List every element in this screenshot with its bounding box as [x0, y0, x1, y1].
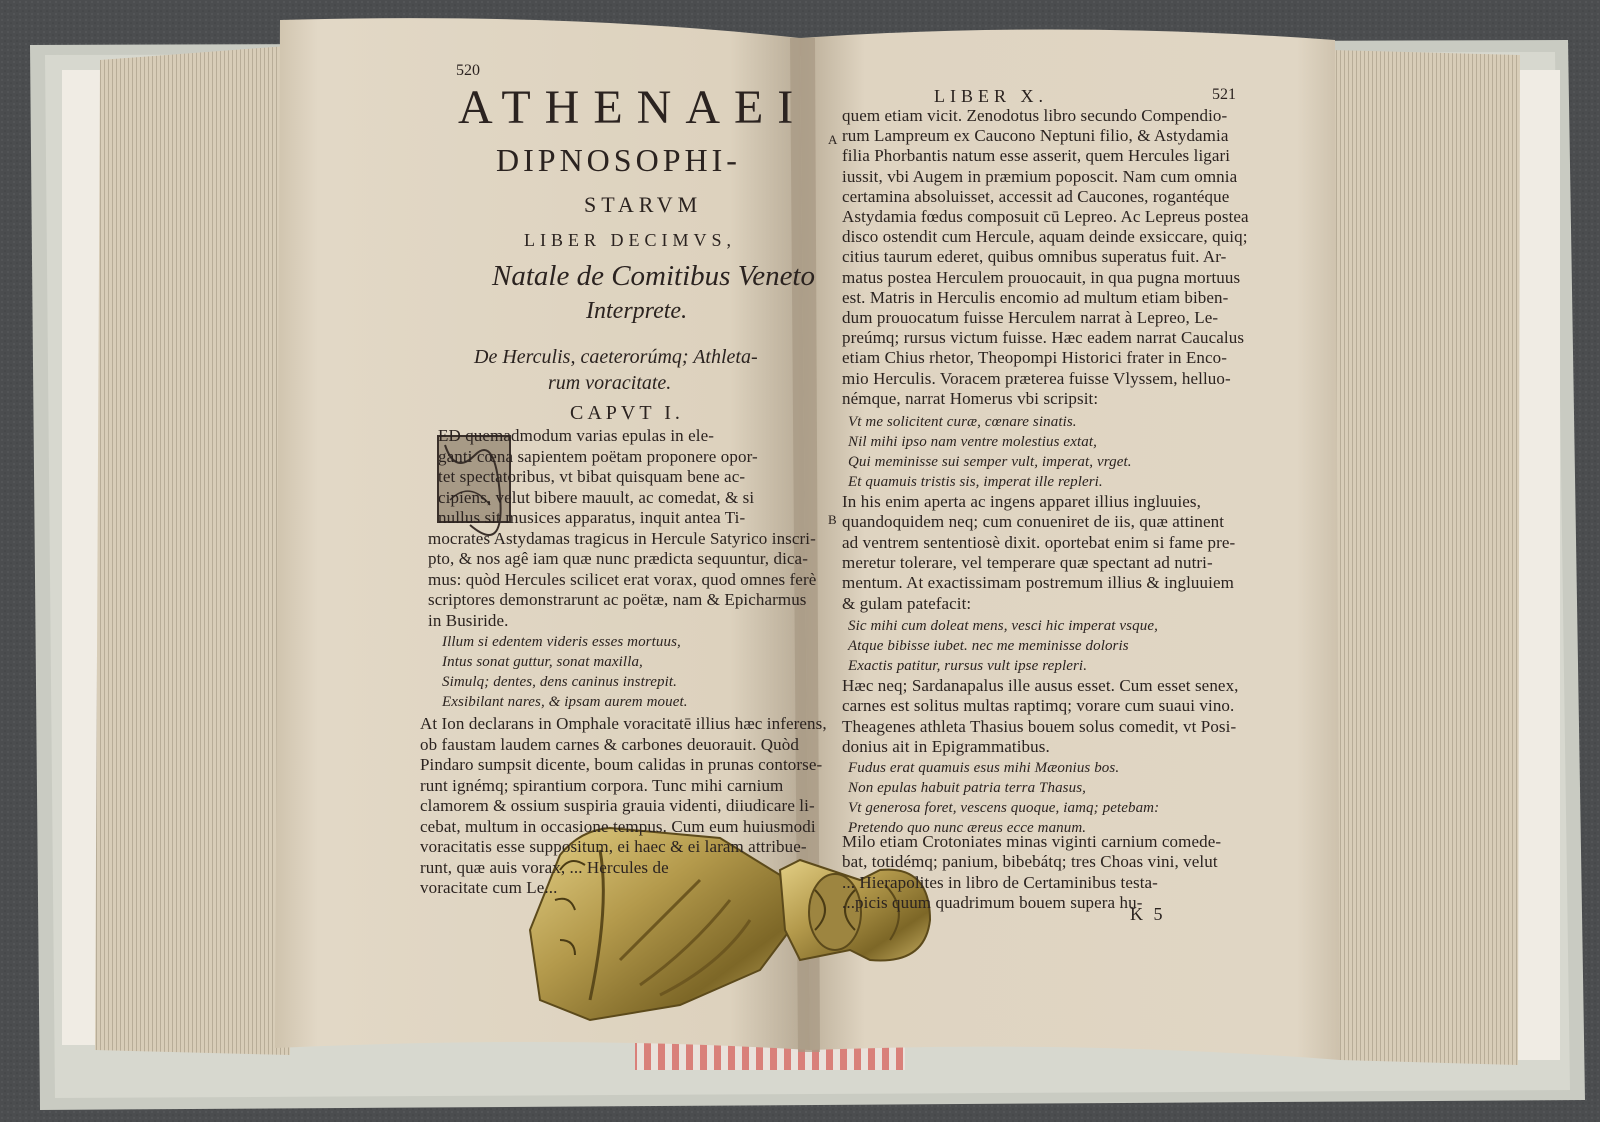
text-line: voracitate cum Le... — [420, 878, 558, 897]
section-title-line-1: De Herculis, caeterorúmq; Athleta- — [474, 346, 758, 368]
text-line: voracitatis esse suppositum, ei haec & ei laram attribue- — [420, 837, 807, 856]
text-line: etiam Chius rhetor, Theopompi Historici frater in Enco- — [842, 348, 1228, 368]
verse-line: Pretendo quo nunc æreus ecce manum. — [848, 820, 1087, 836]
text-line: filia Phorbantis natum esse asserit, quem Hercules ligari — [842, 146, 1231, 166]
text-line: ... Hierapolites in libro de Certaminibus testa- — [842, 872, 1158, 892]
section-title-line-2: rum voracitate. — [548, 372, 672, 394]
verse-line: Exactis patitur, rursus vult ipse repleri. — [848, 658, 1088, 674]
verse-line: Qui meminisse sui semper vult, imperat, vrget. — [848, 454, 1132, 470]
verse-line: Atque bibisse iubet. nec me meminisse doloris — [848, 638, 1129, 654]
text-line: ganti cœna sapientem poëtam proponere opor- — [438, 446, 758, 466]
text-line: mus: quòd Hercules scilicet erat vorax, quod omnes ferè — [428, 569, 817, 589]
book-title-line-4: LIBER DECIMVS, — [524, 230, 737, 250]
text-line: némque, narrat Homerus vbi scripsit: — [842, 388, 1099, 408]
text-line: scriptores demonstrarunt ac poëtæ, nam & Epicharmus — [428, 590, 807, 609]
text-line: carnes est solitus multas raptimq; vorare cum suaui vino. — [842, 696, 1235, 716]
text-line: donius ait in Epigrammatibus. — [842, 736, 1050, 756]
text-line: preúmq; rursus victum fuisse. Hæc eadem narrat Caucalus — [842, 328, 1245, 348]
page-number-right: 521 — [1212, 86, 1236, 103]
verse-line: Nil mihi ipso nam ventre molestius extat, — [848, 434, 1097, 450]
signature-mark: K 5 — [1130, 904, 1166, 924]
text-line: certamina absoluisset, accessit ad Caucones, rogantéque — [842, 186, 1230, 206]
text-line: ad ventrem sententiosè dixit. oportebat enim si fame pre- — [842, 532, 1236, 552]
text-line: Theagenes athleta Thasius bouem solus comedit, vt Posi- — [842, 716, 1237, 736]
text-line: cipiens, velut bibere mauult, ac comedat, & si — [438, 487, 755, 507]
text-line: & gulam patefacit: — [842, 593, 972, 613]
verse-line: Illum si edentem videris esses mortuus, — [442, 634, 681, 650]
text-line: mocrates Astydamas tragicus in Hercule Satyrico inscri- — [428, 528, 816, 548]
text-line: mentum. At exactissimam postremum illius & ingluuiem — [842, 573, 1234, 593]
book-title-line-1: ATHENAEI — [458, 81, 808, 134]
book-title-line-2: DIPNOSOPHI- — [496, 142, 741, 178]
text-line: Astydamia fœdus composuit cū Lepreo. Ac Lepreus postea — [842, 207, 1249, 226]
text-line: ED quemadmodum varias epulas in ele- — [438, 426, 714, 445]
text-line: citius taurum ederet, quibus omnibus superatus fuit. Ar- — [842, 247, 1227, 267]
text-line: ob faustam laudem carnes & carbones deuorauit. Quòd — [420, 734, 799, 754]
verse-line: Sic mihi cum doleat mens, vesci hic imperat vsque, — [848, 618, 1158, 634]
text-line: nullus sit musices apparatus, inquit antea Ti- — [438, 508, 746, 527]
text-line: clamorem & ossium suspiria grauia videnti, diiudicare li- — [420, 796, 815, 815]
translator-line-1: Natale de Comitibus Veneto — [492, 260, 815, 292]
text-line: iussit, vbi Augem in præmium poposcit. Nam cum omnia — [842, 166, 1238, 186]
text-line: quem etiam vicit. Zenodotus libro secundo Compendio- — [842, 106, 1228, 125]
text-line: At Ion declarans in Omphale voracitatē illius hæc inferens, — [420, 714, 827, 733]
verse-line: Exsibilant nares, & ipsam aurem mouet. — [442, 694, 688, 710]
text-line: bat, totidémq; panium, bibebátq; tres Choas vini, velut — [842, 852, 1218, 872]
text-line: In his enim aperta ac ingens apparet illius ingluuies, — [842, 492, 1201, 511]
text-line: quandoquidem neq; cum conueniret de iis, quæ attinent — [842, 512, 1225, 532]
translator-line-2: Interprete. — [586, 298, 688, 324]
text-line: ...picis quum quadrimum bouem supera hu- — [842, 892, 1143, 912]
text-line: in Busiride. — [428, 610, 509, 630]
text-line: rum Lampreum ex Caucono Neptuni filio, & Astydamia — [842, 126, 1229, 146]
text-line: dum prouocatum fuisse Herculem narrat à Lepreo, Le- — [842, 308, 1219, 327]
text-line: est. Matris in Herculis encomio ad multum etiam biben- — [842, 287, 1229, 307]
text-line: runt ignémq; spirantium corpora. Tunc mihi carnium — [420, 775, 784, 795]
text-line: tet spectatoribus, vt bibat quisquam bene ac- — [438, 467, 746, 486]
verse-line: Vt generosa foret, vescens quoque, iamq; petebam: — [848, 800, 1160, 816]
verse-line: Intus sonat guttur, sonat maxilla, — [442, 654, 643, 670]
text-line: disco ostendit cum Hercule, aquam deinde exsiccare, quiq; — [842, 227, 1248, 247]
book-title-line-3: STARVM — [584, 192, 703, 217]
verse-line: Et quamuis tristis sis, imperat ille repleri. — [848, 474, 1103, 490]
text-line: Pindaro sumpsit dicente, boum calidas in prunas contorse- — [420, 755, 823, 774]
verse-line: Vt me solicitent curæ, cœnare sinatis. — [848, 414, 1077, 430]
text-line: mio Herculis. Voracem præterea fuisse Vlyssem, helluo- — [842, 368, 1231, 388]
text-line: meretur tolerare, vel temperare quæ spectant ad nutri- — [842, 552, 1213, 572]
verse-line: Fudus erat quamuis esus mihi Mæonius bos. — [848, 760, 1120, 776]
margin-letter-a: A — [828, 132, 838, 147]
text-line: matus postea Herculem prouocauit, in qua pugna mortuus — [842, 267, 1241, 287]
verse-line: Simulq; dentes, dens caninus instrepit. — [442, 674, 677, 690]
verse-line: Non epulas habuit patria terra Thasus, — [848, 780, 1086, 796]
page-number-left: 520 — [456, 62, 480, 79]
margin-letter-b: B — [828, 512, 837, 527]
running-header: LIBER X. — [934, 86, 1048, 106]
text-line: pto, & nos agê iam quæ nunc prædicta sequuntur, dica- — [428, 549, 808, 568]
text-line: Hæc neq; Sardanapalus ille ausus esset. Cum esset senex, — [842, 676, 1239, 695]
text-line: Milo etiam Crotoniates minas viginti carnium comede- — [842, 832, 1222, 851]
text-line: runt, quæ auis vorax, ... Hercules de — [420, 857, 669, 877]
chapter-heading: CAPVT I. — [570, 402, 684, 424]
text-line: cebat, multum in occasione tempus. Cum eum huiusmodi — [420, 816, 816, 836]
